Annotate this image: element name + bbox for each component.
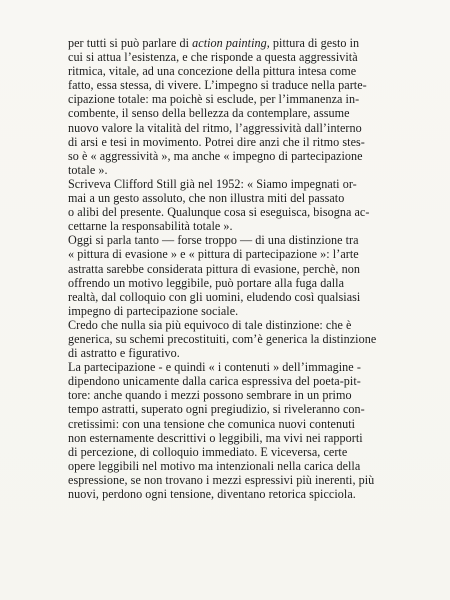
text-line: di arsi e tesi in movimento. Potrei dire anzi che il ritmo stes- [68, 134, 365, 149]
text-line: per tutti si può parlare di action painting, pittura di gesto in [68, 36, 360, 50]
text-line: di percezione, di colloquio immediato. E viceversa, certe [68, 444, 348, 459]
text-line: offrendo un motivo leggibile, può portare alla fuga dalla [68, 275, 345, 290]
text-line: dipendono unicamente dalla carica espressiva del poeta-pit- [68, 374, 361, 389]
text-line: Scriveva Clifford Still già nel 1952: « Siamo impegnati or- [68, 176, 357, 191]
text-line: ritmica, vitale, ad una concezione della pittura intesa come [68, 64, 357, 79]
text-line: astratta sarebbe considerata pittura di evasione, perchè, non [68, 261, 360, 276]
body-text [68, 36, 404, 501]
text-line: tore: anche quando i mezzi possono sembrare in un primo [68, 388, 352, 403]
text-line: cettarne la responsabilità totale ». [68, 219, 233, 234]
text-line: o alibi del presente. Qualunque cosa si eseguisca, bisogna ac- [68, 205, 370, 220]
text-line: nuovi, perdono ogni tensione, diventano retorica spicciola. [68, 487, 356, 501]
text-line: Oggi si parla tanto — forse troppo — di una distinzione tra [68, 233, 359, 248]
text-line: cui si attua l’esistenza, e che risponde a questa aggressività [68, 50, 358, 65]
text-line: realtà, dal colloquio con gli uomini, eludendo così qualsiasi [68, 289, 361, 304]
text-line: so è « aggressività », ma anche « impegno di partecipazione [68, 148, 363, 163]
text-line: fatto, essa stessa, di vivere. L’impegno si traduce nella parte- [68, 78, 367, 93]
text-line: totale ». [68, 162, 108, 177]
text-line: cipazione totale: ma poichè si esclude, per l’immanenza in- [68, 92, 360, 107]
text-line: tempo astratti, superato ogni pregiudizio, si riveleranno con- [68, 402, 365, 417]
text-line: impegno di partecipazione sociale. [68, 303, 239, 318]
text-line: Credo che nulla sia più equivoco di tale distinzione: che è [68, 317, 352, 332]
text-line: mai a un gesto assoluto, che non illustra miti del passato [68, 191, 345, 206]
text-line: generica, su schemi precostituiti, com’è generica la distinzione [68, 331, 377, 346]
text-line: non esternamente descrittivi o leggibili, ma vivi nei rapporti [68, 430, 363, 445]
text-line: « pittura di evasione » e « pittura di partecipazione »: l’arte [68, 247, 359, 262]
text-line: cretissimi: con una tensione che comunica nuovi contenuti [68, 416, 356, 431]
text-line: opere leggibili nel motivo ma intenzionali nella carica della [68, 458, 361, 473]
text-line: combente, il senso della bellezza da contemplare, assume [68, 106, 350, 121]
text-line: di astratto e figurativo. [68, 346, 180, 361]
text-line: espressione, se non trovano i mezzi espressivi più inerenti, più [68, 472, 375, 487]
text-line: La partecipazione - e quindi « i contenuti » dell’immagine - [68, 360, 361, 375]
text-line: nuovo valore la vitalità del ritmo, l’aggressività dall’interno [68, 120, 362, 135]
italic-phrase: action painting, [192, 36, 270, 50]
